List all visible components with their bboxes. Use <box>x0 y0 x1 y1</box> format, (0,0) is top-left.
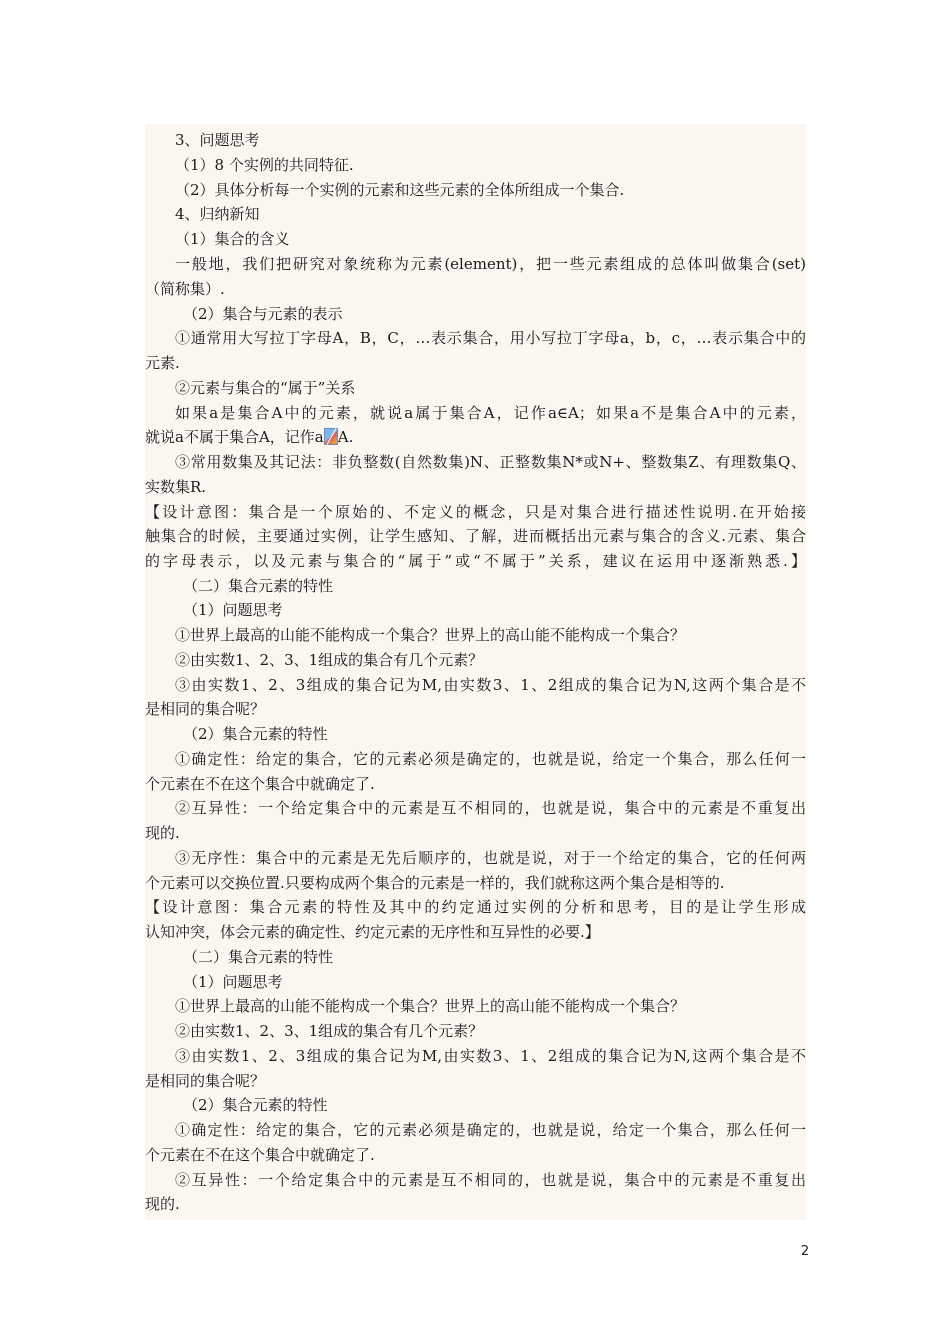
design-note: 【设计意图：集合是一个原始的、不定义的概念，只是对集合进行描述性说明.在开始接 <box>145 503 806 521</box>
paragraph: 一般地，我们把研究对象统称为元素(element)，把一些元素组成的总体叫做集合(set) <box>175 255 806 273</box>
paragraph: ①确定性：给定的集合，它的元素必须是确定的，也就是说，给定一个集合，那么任何一 <box>175 1121 806 1139</box>
paragraph: （简称集）. <box>145 280 225 298</box>
paragraph: 元素. <box>145 354 180 372</box>
paragraph: ②互异性：一个给定集合中的元素是互不相同的，也就是说，集合中的元素是不重复出 <box>175 1171 806 1189</box>
paragraph: 个元素在不在这个集合中就确定了. <box>145 1146 375 1164</box>
paragraph: ①通常用大写拉丁字母A，B，C，…表示集合，用小写拉丁字母a，b，c，…表示集合中的 <box>175 329 806 347</box>
document-body <box>145 124 806 1220</box>
paragraph: （2）具体分析每一个实例的元素和这些元素的全体所组成一个集合. <box>175 181 625 199</box>
design-note: 【设计意图：集合元素的特性及其中的约定通过实例的分析和思考，目的是让学生形成 <box>145 898 806 916</box>
paragraph: ①世界上最高的山能不能构成一个集合？世界上的高山能不能构成一个集合？ <box>175 997 686 1015</box>
paragraph: ③无序性：集合中的元素是无先后顺序的，也就是说，对于一个给定的集合，它的任何两 <box>175 849 806 867</box>
subheading: （2）集合元素的特性 <box>183 725 328 743</box>
paragraph: ③常用数集及其记法：非负整数(自然数集)N、正整数集N*或N+、整数集Z、有理数集Q、 <box>175 453 806 471</box>
paragraph: ①确定性：给定的集合，它的元素必须是确定的，也就是说，给定一个集合，那么任何一 <box>175 750 806 768</box>
heading-summary: 4、归纳新知 <box>175 205 260 223</box>
paragraph: ②元素与集合的“属于”关系 <box>175 379 356 397</box>
paragraph: 如果a是集合A中的元素，就说a属于集合A，记作a∈A；如果a不是集合A中的元素， <box>175 404 806 422</box>
paragraph-text: 就说a不属于集合A，记作a <box>145 428 324 446</box>
heading-question: 3、问题思考 <box>175 131 260 149</box>
paragraph: ②由实数1、2、3、1组成的集合有几个元素？ <box>175 651 484 669</box>
paragraph: 是相同的集合呢？ <box>145 1072 266 1090</box>
subheading: （1）问题思考 <box>183 601 283 619</box>
paragraph: 现的. <box>145 1195 180 1213</box>
paragraph: （1）8 个实例的共同特征. <box>175 156 354 174</box>
subheading: （2）集合与元素的表示 <box>183 305 343 323</box>
section-heading: （二）集合元素的特性 <box>183 948 334 966</box>
design-note: 触集合的时候，主要通过实例，让学生感知、了解，进而概括出元素与集合的含义.元素、集合 <box>145 527 806 545</box>
paragraph: ③由实数1、2、3组成的集合记为M,由实数3、1、2组成的集合记为N,这两个集合是不 <box>175 1047 806 1065</box>
paragraph: 个元素可以交换位置.只要构成两个集合的元素是一样的，我们就称这两个集合是相等的. <box>145 874 725 892</box>
paragraph: 个元素在不在这个集合中就确定了. <box>145 775 375 793</box>
paragraph: ②互异性：一个给定集合中的元素是互不相同的，也就是说，集合中的元素是不重复出 <box>175 799 806 817</box>
paragraph: 现的. <box>145 824 180 842</box>
subheading: （1）问题思考 <box>183 973 283 991</box>
paragraph: ①世界上最高的山能不能构成一个集合？世界上的高山能不能构成一个集合？ <box>175 626 686 644</box>
subheading: （1）集合的含义 <box>175 230 290 248</box>
paragraph-notin <box>145 425 806 450</box>
paragraph-text: A. <box>337 428 354 446</box>
section-heading: （二）集合元素的特性 <box>183 577 334 595</box>
paragraph: ③由实数1、2、3组成的集合记为M,由实数3、1、2组成的集合记为N,这两个集合是不 <box>175 676 806 694</box>
subheading: （2）集合元素的特性 <box>183 1096 328 1114</box>
design-note: 的字母表示，以及元素与集合的“属于”或“不属于”关系，建议在运用中逐渐熟悉.】 <box>145 552 806 570</box>
not-in-symbol-icon <box>324 428 338 445</box>
design-note: 认知冲突，体会元素的确定性、约定元素的无序性和互异性的必要.】 <box>145 923 600 941</box>
paragraph: ②由实数1、2、3、1组成的集合有几个元素？ <box>175 1022 484 1040</box>
paragraph: 实数集R. <box>145 478 207 496</box>
paragraph: 是相同的集合呢？ <box>145 700 266 718</box>
page-number: 2 <box>800 1244 810 1259</box>
